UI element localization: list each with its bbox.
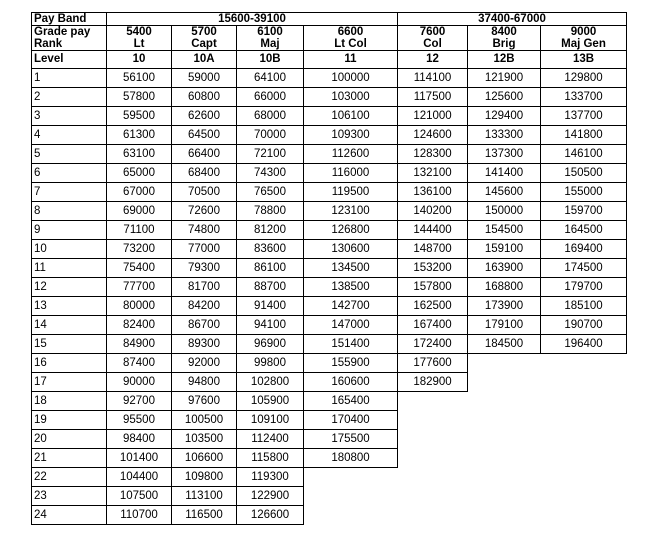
- pay-band-b: 37400-67000: [398, 13, 627, 26]
- cell-amount: 96900: [237, 335, 304, 354]
- cell-amount: 173900: [468, 297, 541, 316]
- table-row: [32, 297, 627, 316]
- cell-amount: 97600: [172, 392, 237, 411]
- cell-amount: 104400: [107, 468, 172, 487]
- cell-amount: 190700: [541, 316, 627, 335]
- cell-amount: 70500: [172, 183, 237, 202]
- cell-amount: 79300: [172, 259, 237, 278]
- cell-amount: 117500: [398, 88, 468, 107]
- table-row: [32, 506, 627, 525]
- cell-amount: 154500: [468, 221, 541, 240]
- cell-index: 1: [32, 69, 107, 88]
- cell-amount: 110700: [107, 506, 172, 525]
- cell-index: 24: [32, 506, 107, 525]
- cell-empty: [468, 411, 541, 430]
- cell-amount: 159100: [468, 240, 541, 259]
- table-row: [32, 259, 627, 278]
- rank-row: [32, 38, 627, 51]
- cell-index: 12: [32, 278, 107, 297]
- cell-amount: 103500: [172, 430, 237, 449]
- cell-amount: 67000: [107, 183, 172, 202]
- cell-empty: [541, 430, 627, 449]
- cell-amount: 94800: [172, 373, 237, 392]
- cell-amount: 116500: [172, 506, 237, 525]
- cell-amount: 180800: [304, 449, 398, 468]
- cell-amount: 132100: [398, 164, 468, 183]
- cell-empty: [541, 468, 627, 487]
- cell-empty: [398, 487, 468, 506]
- cell-empty: [304, 468, 398, 487]
- cell-empty: [468, 373, 541, 392]
- cell-amount: 98400: [107, 430, 172, 449]
- cell-amount: 59000: [172, 69, 237, 88]
- cell-amount: 63100: [107, 145, 172, 164]
- cell-empty: [468, 487, 541, 506]
- cell-amount: 100000: [304, 69, 398, 88]
- cell-amount: 101400: [107, 449, 172, 468]
- cell-empty: [541, 392, 627, 411]
- level-cell: 10A: [172, 51, 237, 69]
- table-row: [32, 373, 627, 392]
- cell-amount: 78800: [237, 202, 304, 221]
- cell-amount: 140200: [398, 202, 468, 221]
- cell-amount: 142700: [304, 297, 398, 316]
- table-row: [32, 107, 627, 126]
- table-row: [32, 164, 627, 183]
- cell-empty: [398, 411, 468, 430]
- cell-amount: 196400: [541, 335, 627, 354]
- cell-amount: 116000: [304, 164, 398, 183]
- cell-empty: [541, 411, 627, 430]
- cell-empty: [304, 487, 398, 506]
- cell-amount: 64100: [237, 69, 304, 88]
- cell-amount: 109100: [237, 411, 304, 430]
- cell-empty: [541, 373, 627, 392]
- cell-amount: 105900: [237, 392, 304, 411]
- rank-cell: Col: [398, 38, 468, 51]
- cell-amount: 155900: [304, 354, 398, 373]
- cell-index: 14: [32, 316, 107, 335]
- level-label: Level: [32, 51, 107, 69]
- table-row: [32, 278, 627, 297]
- cell-amount: 169400: [541, 240, 627, 259]
- level-cell: 10B: [237, 51, 304, 69]
- table-row: [32, 430, 627, 449]
- cell-amount: 145600: [468, 183, 541, 202]
- cell-amount: 147000: [304, 316, 398, 335]
- cell-amount: 70000: [237, 126, 304, 145]
- cell-amount: 56100: [107, 69, 172, 88]
- cell-index: 17: [32, 373, 107, 392]
- cell-amount: 66000: [237, 88, 304, 107]
- cell-amount: 133700: [541, 88, 627, 107]
- cell-amount: 129800: [541, 69, 627, 88]
- cell-empty: [398, 506, 468, 525]
- cell-index: 4: [32, 126, 107, 145]
- cell-amount: 121900: [468, 69, 541, 88]
- cell-index: 8: [32, 202, 107, 221]
- cell-index: 22: [32, 468, 107, 487]
- cell-amount: 84200: [172, 297, 237, 316]
- cell-empty: [541, 506, 627, 525]
- cell-amount: 137300: [468, 145, 541, 164]
- rank-cell: Maj Gen: [541, 38, 627, 51]
- cell-amount: 134500: [304, 259, 398, 278]
- cell-amount: 84900: [107, 335, 172, 354]
- cell-amount: 102800: [237, 373, 304, 392]
- cell-amount: 92000: [172, 354, 237, 373]
- grade-pay-cell: 5700: [172, 26, 237, 39]
- cell-amount: 74300: [237, 164, 304, 183]
- cell-amount: 66400: [172, 145, 237, 164]
- table-row: [32, 354, 627, 373]
- cell-index: 15: [32, 335, 107, 354]
- cell-amount: 68400: [172, 164, 237, 183]
- cell-amount: 112600: [304, 145, 398, 164]
- cell-amount: 150000: [468, 202, 541, 221]
- cell-index: 10: [32, 240, 107, 259]
- cell-amount: 141400: [468, 164, 541, 183]
- cell-amount: 151400: [304, 335, 398, 354]
- cell-amount: 138500: [304, 278, 398, 297]
- cell-empty: [468, 354, 541, 373]
- table-row: [32, 335, 627, 354]
- cell-empty: [541, 449, 627, 468]
- level-cell: 11: [304, 51, 398, 69]
- table-row: [32, 449, 627, 468]
- cell-empty: [398, 430, 468, 449]
- cell-amount: 69000: [107, 202, 172, 221]
- cell-amount: 167400: [398, 316, 468, 335]
- level-cell: 13B: [541, 51, 627, 69]
- cell-empty: [398, 392, 468, 411]
- cell-empty: [468, 449, 541, 468]
- cell-amount: 144400: [398, 221, 468, 240]
- cell-amount: 64500: [172, 126, 237, 145]
- cell-amount: 119500: [304, 183, 398, 202]
- cell-index: 13: [32, 297, 107, 316]
- cell-amount: 129400: [468, 107, 541, 126]
- cell-amount: 175500: [304, 430, 398, 449]
- cell-amount: 89300: [172, 335, 237, 354]
- cell-amount: 100500: [172, 411, 237, 430]
- cell-amount: 80000: [107, 297, 172, 316]
- grade-pay-cell: 8400: [468, 26, 541, 39]
- cell-amount: 137700: [541, 107, 627, 126]
- cell-amount: 124600: [398, 126, 468, 145]
- table-row: [32, 69, 627, 88]
- cell-amount: 92700: [107, 392, 172, 411]
- cell-amount: 81700: [172, 278, 237, 297]
- cell-empty: [304, 506, 398, 525]
- cell-amount: 185100: [541, 297, 627, 316]
- cell-empty: [468, 392, 541, 411]
- cell-amount: 86100: [237, 259, 304, 278]
- cell-amount: 136100: [398, 183, 468, 202]
- grade-pay-cell: 7600: [398, 26, 468, 39]
- cell-amount: 122900: [237, 487, 304, 506]
- cell-amount: 91400: [237, 297, 304, 316]
- cell-amount: 179100: [468, 316, 541, 335]
- cell-index: 16: [32, 354, 107, 373]
- cell-amount: 65000: [107, 164, 172, 183]
- cell-index: 9: [32, 221, 107, 240]
- rank-label: Rank: [32, 38, 107, 51]
- pay-band-row: [32, 13, 627, 26]
- cell-amount: 72100: [237, 145, 304, 164]
- cell-amount: 113100: [172, 487, 237, 506]
- level-cell: 12: [398, 51, 468, 69]
- cell-amount: 87400: [107, 354, 172, 373]
- table-row: [32, 202, 627, 221]
- table-row: [32, 145, 627, 164]
- cell-amount: 94100: [237, 316, 304, 335]
- table-row: [32, 392, 627, 411]
- cell-amount: 130600: [304, 240, 398, 259]
- cell-empty: [468, 506, 541, 525]
- cell-index: 11: [32, 259, 107, 278]
- cell-amount: 62600: [172, 107, 237, 126]
- cell-amount: 153200: [398, 259, 468, 278]
- pay-band-label: Pay Band: [32, 13, 107, 26]
- cell-amount: 109800: [172, 468, 237, 487]
- table-row: [32, 126, 627, 145]
- grade-pay-label: Grade pay: [32, 26, 107, 39]
- cell-amount: 88700: [237, 278, 304, 297]
- cell-amount: 168800: [468, 278, 541, 297]
- cell-index: 19: [32, 411, 107, 430]
- cell-amount: 163900: [468, 259, 541, 278]
- cell-amount: 128300: [398, 145, 468, 164]
- pay-matrix-table: [31, 12, 627, 525]
- cell-empty: [541, 487, 627, 506]
- cell-amount: 146100: [541, 145, 627, 164]
- rank-cell: Lt Col: [304, 38, 398, 51]
- cell-amount: 71100: [107, 221, 172, 240]
- cell-amount: 74800: [172, 221, 237, 240]
- cell-amount: 77000: [172, 240, 237, 259]
- cell-index: 7: [32, 183, 107, 202]
- cell-amount: 107500: [107, 487, 172, 506]
- cell-amount: 59500: [107, 107, 172, 126]
- cell-index: 2: [32, 88, 107, 107]
- cell-amount: 126600: [237, 506, 304, 525]
- level-cell: 10: [107, 51, 172, 69]
- cell-empty: [468, 430, 541, 449]
- cell-amount: 114100: [398, 69, 468, 88]
- cell-amount: 150500: [541, 164, 627, 183]
- table-row: [32, 411, 627, 430]
- cell-amount: 112400: [237, 430, 304, 449]
- grade-pay-cell: 9000: [541, 26, 627, 39]
- table-row: [32, 88, 627, 107]
- cell-empty: [541, 354, 627, 373]
- level-cell: 12B: [468, 51, 541, 69]
- table-row: [32, 468, 627, 487]
- cell-amount: 177600: [398, 354, 468, 373]
- table-row: [32, 316, 627, 335]
- cell-amount: 72600: [172, 202, 237, 221]
- cell-amount: 95500: [107, 411, 172, 430]
- cell-index: 20: [32, 430, 107, 449]
- cell-amount: 106600: [172, 449, 237, 468]
- cell-amount: 73200: [107, 240, 172, 259]
- cell-amount: 155000: [541, 183, 627, 202]
- level-row: [32, 51, 627, 69]
- cell-amount: 121000: [398, 107, 468, 126]
- cell-amount: 57800: [107, 88, 172, 107]
- grade-pay-cell: 5400: [107, 26, 172, 39]
- cell-amount: 86700: [172, 316, 237, 335]
- cell-amount: 76500: [237, 183, 304, 202]
- cell-amount: 83600: [237, 240, 304, 259]
- cell-amount: 174500: [541, 259, 627, 278]
- cell-amount: 103000: [304, 88, 398, 107]
- cell-amount: 172400: [398, 335, 468, 354]
- grade-pay-row: [32, 26, 627, 39]
- cell-amount: 179700: [541, 278, 627, 297]
- grade-pay-cell: 6600: [304, 26, 398, 39]
- cell-amount: 141800: [541, 126, 627, 145]
- cell-amount: 60800: [172, 88, 237, 107]
- cell-amount: 115800: [237, 449, 304, 468]
- rank-cell: Maj: [237, 38, 304, 51]
- cell-amount: 123100: [304, 202, 398, 221]
- cell-empty: [398, 468, 468, 487]
- cell-amount: 125600: [468, 88, 541, 107]
- cell-amount: 162500: [398, 297, 468, 316]
- pay-matrix-container: [31, 12, 627, 525]
- cell-amount: 61300: [107, 126, 172, 145]
- cell-amount: 77700: [107, 278, 172, 297]
- rank-cell: Lt: [107, 38, 172, 51]
- cell-amount: 75400: [107, 259, 172, 278]
- cell-amount: 165400: [304, 392, 398, 411]
- cell-amount: 133300: [468, 126, 541, 145]
- rank-cell: Capt: [172, 38, 237, 51]
- cell-amount: 99800: [237, 354, 304, 373]
- cell-index: 23: [32, 487, 107, 506]
- cell-index: 5: [32, 145, 107, 164]
- cell-amount: 170400: [304, 411, 398, 430]
- cell-amount: 90000: [107, 373, 172, 392]
- cell-amount: 126800: [304, 221, 398, 240]
- cell-amount: 184500: [468, 335, 541, 354]
- cell-index: 6: [32, 164, 107, 183]
- cell-amount: 164500: [541, 221, 627, 240]
- cell-amount: 182900: [398, 373, 468, 392]
- cell-empty: [398, 449, 468, 468]
- table-row: [32, 487, 627, 506]
- cell-amount: 106100: [304, 107, 398, 126]
- pay-band-a: 15600-39100: [107, 13, 398, 26]
- cell-index: 21: [32, 449, 107, 468]
- cell-index: 18: [32, 392, 107, 411]
- table-row: [32, 221, 627, 240]
- cell-index: 3: [32, 107, 107, 126]
- rank-cell: Brig: [468, 38, 541, 51]
- cell-empty: [468, 468, 541, 487]
- cell-amount: 160600: [304, 373, 398, 392]
- cell-amount: 148700: [398, 240, 468, 259]
- cell-amount: 157800: [398, 278, 468, 297]
- cell-amount: 68000: [237, 107, 304, 126]
- cell-amount: 82400: [107, 316, 172, 335]
- table-row: [32, 183, 627, 202]
- cell-amount: 159700: [541, 202, 627, 221]
- cell-amount: 81200: [237, 221, 304, 240]
- table-row: [32, 240, 627, 259]
- cell-amount: 119300: [237, 468, 304, 487]
- cell-amount: 109300: [304, 126, 398, 145]
- grade-pay-cell: 6100: [237, 26, 304, 39]
